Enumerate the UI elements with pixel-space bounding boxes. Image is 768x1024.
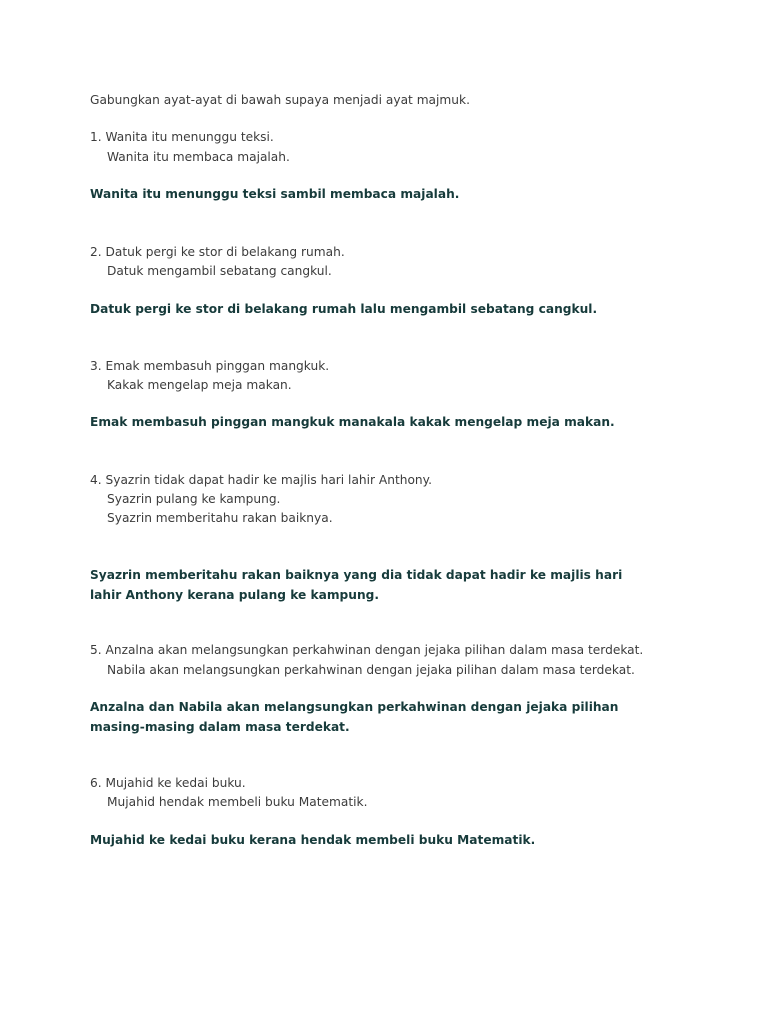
question-3-line-1: 3. Emak membasuh pinggan mangkuk. [90,359,330,373]
answer-3: Emak membasuh pinggan mangkuk manakala kakak mengelap meja makan. [90,415,615,429]
question-4-line-3: Syazrin memberitahu rakan baiknya. [107,511,333,525]
answer-2: Datuk pergi ke stor di belakang rumah lalu mengambil sebatang cangkul. [90,302,598,316]
answer-1: Wanita itu menunggu teksi sambil membaca majalah. [90,187,460,201]
question-5-line-2: Nabila akan melangsungkan perkahwinan dengan jejaka pilihan dalam masa terdekat. [107,663,635,677]
question-1-line-1: 1. Wanita itu menunggu teksi. [90,130,274,144]
question-4-line-2: Syazrin pulang ke kampung. [107,492,281,506]
question-6-line-2: Mujahid hendak membeli buku Matematik. [107,795,368,809]
question-5-line-1: 5. Anzalna akan melangsungkan perkahwinan dengan jejaka pilihan dalam masa terdekat. [90,643,644,657]
question-2-line-2: Datuk mengambil sebatang cangkul. [107,264,332,278]
question-2-line-1: 2. Datuk pergi ke stor di belakang rumah. [90,245,345,259]
answer-5: Anzalna dan Nabila akan melangsungkan perkahwinan dengan jejaka pilihan masing-masing dalam masa terdekat. [90,700,619,734]
question-1-line-2: Wanita itu membaca majalah. [107,150,290,164]
instruction-text: Gabungkan ayat-ayat di bawah supaya menjadi ayat majmuk. [90,93,470,107]
question-3-line-2: Kakak mengelap meja makan. [107,378,292,392]
question-6-line-1: 6. Mujahid ke kedai buku. [90,776,246,790]
answer-6: Mujahid ke kedai buku kerana hendak membeli buku Matematik. [90,833,536,847]
question-4-line-1: 4. Syazrin tidak dapat hadir ke majlis hari lahir Anthony. [90,473,432,487]
answer-4: Syazrin memberitahu rakan baiknya yang dia tidak dapat hadir ke majlis hari lahir Anthony kerana pulang ke kampung. [90,568,623,602]
document-page [90,0,730,1024]
